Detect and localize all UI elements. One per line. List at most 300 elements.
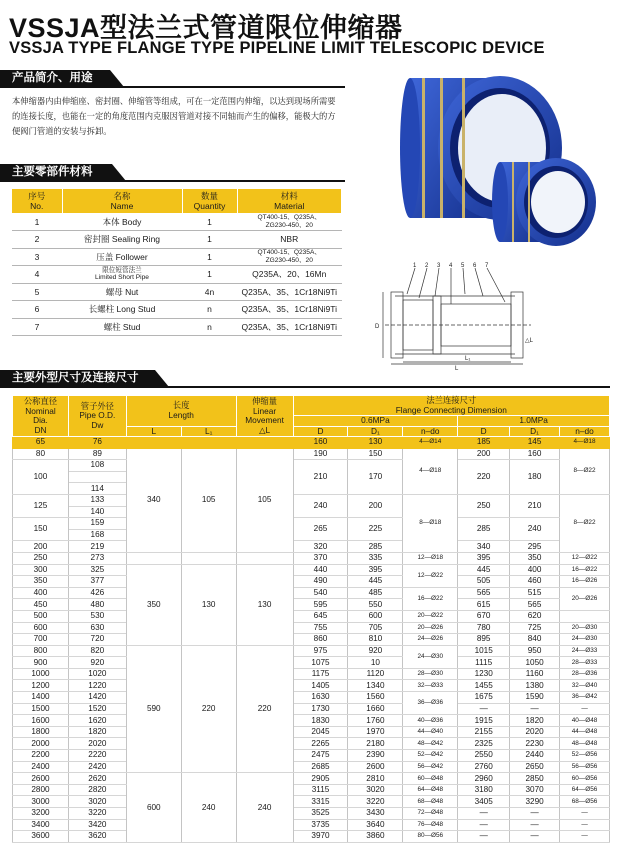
col-ndo: n–do (403, 426, 458, 437)
cell: 2230 (510, 738, 560, 750)
cell-line: ZG230-450、20 (265, 256, 313, 264)
cell: 2045 (293, 726, 348, 738)
table-row (12, 283, 342, 301)
cell: 1160 (510, 668, 560, 680)
cell: 52—Ø56 (560, 750, 610, 762)
cell: 595 (293, 599, 348, 611)
cell: 24—Ø30 (403, 645, 458, 668)
cell: 350 (510, 552, 560, 564)
table-row (13, 460, 610, 472)
cell: 2200 (13, 750, 69, 762)
cell: 3600 (13, 831, 69, 843)
page-title-en: VSSJA TYPE FLANGE TYPE PIPELINE LIMIT TELESCOPIC DEVICE (9, 39, 545, 57)
cell: 185 (458, 437, 510, 449)
col-pressure-06: 0.6MPa (293, 416, 458, 427)
col-D: D (458, 426, 510, 437)
header-label: Dw (91, 419, 104, 430)
cell: 600 (13, 622, 69, 634)
cell: NBR (237, 231, 342, 249)
cell: 1380 (510, 680, 560, 692)
cell: 320 (293, 541, 348, 553)
cell: 108 (68, 460, 126, 472)
cell: — (458, 831, 510, 843)
cell: 3860 (348, 831, 403, 843)
cell: 840 (510, 634, 560, 646)
cell: 1800 (13, 726, 69, 738)
cell: 16—Ø22 (560, 564, 610, 576)
cell: 3970 (293, 831, 348, 843)
cell: 240 (293, 494, 348, 517)
cell: 长螺柱 Long Stud (62, 301, 182, 319)
header-label: Length (168, 409, 194, 420)
cell: 20—Ø26 (403, 622, 458, 634)
product-photo (352, 66, 614, 264)
cell: 8—Ø22 (560, 448, 610, 494)
cell: 200 (458, 448, 510, 460)
cell: 2020 (510, 726, 560, 738)
cell: 2265 (293, 738, 348, 750)
header-label: Material (274, 201, 305, 211)
table-row (13, 576, 610, 588)
intro-paragraph: 本伸缩器内由伸缩座、密封圈、伸缩管等组成，可在一定范围内伸缩，以达到现场所需要的连接长度，也能在一定的角度范围内克服因管道对接不同轴而产生的偏移，能极大的方便阀门管道的安装与拆卸。 (12, 96, 336, 136)
cell: 32—Ø40 (560, 680, 610, 692)
cell: 64—Ø56 (560, 784, 610, 796)
cell: 2220 (68, 750, 126, 762)
cell (126, 552, 181, 564)
drawing-label: 6 (473, 263, 477, 269)
table-row (13, 761, 610, 773)
col-L: L (126, 426, 181, 437)
cell (126, 437, 181, 449)
cell: 550 (348, 599, 403, 611)
cell: 1050 (510, 657, 560, 669)
cell: 250 (458, 494, 510, 517)
col-dw (68, 396, 126, 437)
cell: 150 (348, 448, 403, 460)
col-D1: D₁ (348, 426, 403, 437)
cell: 1820 (68, 726, 126, 738)
cell: 3420 (68, 819, 126, 831)
cell: 60—Ø48 (403, 773, 458, 785)
col-material (237, 189, 342, 213)
table-row (13, 448, 610, 460)
cell: 28—Ø30 (403, 668, 458, 680)
cell: 60—Ø56 (560, 773, 610, 785)
cell-line: QT400-15、Q235A、 (257, 214, 321, 221)
cell: 3180 (458, 784, 510, 796)
cell: 600 (126, 773, 181, 843)
header-label: DN (34, 424, 47, 435)
cell: 3220 (348, 796, 403, 808)
col-qty (182, 189, 237, 213)
table-row (13, 680, 610, 692)
cell: 1 (182, 231, 237, 249)
cell: 1200 (13, 680, 69, 692)
cell: 645 (293, 610, 348, 622)
cell: 1000 (13, 668, 69, 680)
header-label: 长度 (172, 400, 190, 411)
cell: 4—Ø18 (403, 448, 458, 494)
cell: 89 (68, 448, 126, 460)
cell: 1630 (293, 692, 348, 704)
cell: 168 (68, 529, 126, 541)
header-label: 管子外径 (80, 400, 114, 411)
cell (560, 610, 610, 622)
cell: 3115 (293, 784, 348, 796)
cell: 3735 (293, 819, 348, 831)
table-row (13, 610, 610, 622)
cell: — (458, 703, 510, 715)
cell: 219 (68, 541, 126, 553)
cell: 12—Ø22 (403, 564, 458, 587)
cell: 130 (181, 564, 236, 645)
cell: 2960 (458, 773, 510, 785)
col-pressure-10: 1.0MPa (458, 416, 610, 427)
cell: 190 (293, 448, 348, 460)
cell: 2000 (13, 738, 69, 750)
cell: 159 (68, 518, 126, 530)
cell: n (182, 301, 237, 319)
cell: 76 (68, 437, 126, 449)
header-label: 材料 (280, 191, 298, 201)
cell: 24—Ø30 (560, 634, 610, 646)
table-row (13, 564, 610, 576)
col-D1: D₁ (510, 426, 560, 437)
cell: 3620 (68, 831, 126, 843)
cell (181, 437, 236, 449)
cell: 350 (126, 564, 181, 645)
cell: 2155 (458, 726, 510, 738)
cell: 1 (182, 266, 237, 284)
cell: 370 (293, 552, 348, 564)
table-row (13, 634, 610, 646)
cell: 44—Ø48 (560, 726, 610, 738)
cell: 615 (458, 599, 510, 611)
table-row (13, 726, 610, 738)
cell: 24—Ø33 (560, 645, 610, 657)
cell: 52—Ø42 (403, 750, 458, 762)
cell: 105 (181, 448, 236, 552)
cell: 36—Ø36 (403, 692, 458, 715)
header-label: Movement (245, 415, 284, 425)
col-name (62, 189, 182, 213)
cell: 1675 (458, 692, 510, 704)
cell: 2420 (68, 761, 126, 773)
cell: 3315 (293, 796, 348, 808)
cell: 114 (68, 483, 126, 495)
cell: 285 (458, 518, 510, 541)
cell: 2180 (348, 738, 403, 750)
cell: 975 (293, 645, 348, 657)
cell: 490 (293, 576, 348, 588)
drawing-label: L (455, 366, 459, 372)
header-row (13, 396, 610, 416)
cell: 350 (13, 576, 69, 588)
header-label: 公称直径 (23, 396, 58, 406)
cell: 1420 (68, 692, 126, 704)
header-label: 伸缩量 (252, 396, 278, 406)
header-label: Quantity (193, 201, 226, 211)
cell: 3640 (348, 819, 403, 831)
page-title-cn: VSSJA型法兰式管道限位伸缩器 (9, 13, 403, 43)
header-label: Flange Connecting Dimension (395, 404, 507, 415)
cell: 160 (510, 448, 560, 460)
cell: 螺母 Nut (62, 283, 182, 301)
cell: 200 (13, 541, 69, 553)
col-movement (236, 396, 293, 437)
cell: 20—Ø22 (403, 610, 458, 622)
cell: 1230 (458, 668, 510, 680)
cell: — (458, 819, 510, 831)
table-row (12, 213, 342, 231)
cell: 1500 (13, 703, 69, 715)
cell: 2650 (510, 761, 560, 773)
cell: 3020 (348, 784, 403, 796)
dimensions-body (13, 437, 610, 843)
col-L1: L₁ (181, 426, 236, 437)
cell: 1970 (348, 726, 403, 738)
cell: 340 (458, 541, 510, 553)
cell: 本体 Body (62, 213, 182, 231)
cell: 565 (510, 599, 560, 611)
cell: 1015 (458, 645, 510, 657)
cell: 720 (68, 634, 126, 646)
header-label: Name (110, 201, 134, 211)
cell: 125 (13, 494, 69, 517)
cell: 105 (236, 448, 293, 552)
cell: 1115 (458, 657, 510, 669)
cell: 240 (510, 518, 560, 541)
cell: 72—Ø48 (403, 808, 458, 820)
cell: 56—Ø42 (403, 761, 458, 773)
cell: 3220 (68, 808, 126, 820)
table-row (13, 645, 610, 657)
cell: 6 (12, 301, 62, 319)
cell: 2 (12, 231, 62, 249)
cell: 133 (68, 494, 126, 506)
cell: 895 (458, 634, 510, 646)
cell: 170 (348, 460, 403, 495)
drawing-label: 5 (461, 263, 465, 269)
cell: 800 (13, 645, 69, 657)
cell: 145 (510, 437, 560, 449)
cell: Q235A、35、1Cr18Ni9Ti (237, 318, 342, 336)
drawing-label: D (375, 324, 380, 330)
parts-header-row (12, 189, 342, 213)
cell: 1830 (293, 715, 348, 727)
cell: 920 (348, 645, 403, 657)
col-flange (293, 396, 609, 416)
cell: 1760 (348, 715, 403, 727)
cell: 820 (68, 645, 126, 657)
cell: — (560, 703, 610, 715)
cell: 密封圈 Sealing Ring (62, 231, 182, 249)
cell: 65 (13, 437, 69, 449)
table-row (12, 231, 342, 249)
table-row (13, 599, 610, 611)
cell: 2905 (293, 773, 348, 785)
cell: 920 (68, 657, 126, 669)
cell: 1 (12, 213, 62, 231)
cell: 450 (13, 599, 69, 611)
table-row (13, 494, 610, 506)
cell: 2390 (348, 750, 403, 762)
cell: 2685 (293, 761, 348, 773)
cell: 515 (510, 587, 560, 599)
header-label: 法兰连接尺寸 (426, 395, 477, 405)
cell: 28—Ø33 (560, 657, 610, 669)
cell: 1 (182, 213, 237, 231)
section-heading-intro: 产品简介、用途 (0, 70, 110, 87)
cell: 8—Ø22 (560, 494, 610, 552)
cell: 460 (510, 576, 560, 588)
cell: 210 (510, 494, 560, 517)
cell: 螺柱 Stud (62, 318, 182, 336)
table-row (13, 692, 610, 704)
table-row (13, 738, 610, 750)
cell: 2850 (510, 773, 560, 785)
cell: 250 (13, 552, 69, 564)
cell: 565 (458, 587, 510, 599)
cell: 76—Ø48 (403, 819, 458, 831)
drawing-label: 2 (425, 263, 429, 269)
header-label: 数量 (200, 191, 218, 201)
table-row (13, 831, 610, 843)
cell (62, 266, 182, 284)
cell: 1 (182, 248, 237, 266)
cell: 3020 (68, 796, 126, 808)
cell: 220 (458, 460, 510, 495)
cell: 80—Ø56 (403, 831, 458, 843)
cell: 377 (68, 576, 126, 588)
table-row (13, 541, 610, 553)
small-device-image (492, 158, 596, 246)
cell: 4n (182, 283, 237, 301)
header-label: 名称 (113, 191, 131, 201)
cell: 32—Ø33 (403, 680, 458, 692)
header-label: Linear (253, 405, 277, 416)
cell: 3400 (13, 819, 69, 831)
table-row (13, 819, 610, 831)
table-row (12, 248, 342, 266)
cell: 2440 (510, 750, 560, 762)
cell: 480 (68, 599, 126, 611)
cell: 12—Ø22 (560, 552, 610, 564)
header-label: Pipe O.D. (79, 410, 116, 421)
cell-line: 限位短管法兰 (102, 266, 142, 274)
parts-table (12, 189, 342, 336)
cell: 400 (510, 564, 560, 576)
table-row (13, 703, 610, 715)
cell: 1730 (293, 703, 348, 715)
cell: 1400 (13, 692, 69, 704)
cell (236, 437, 293, 449)
cell (237, 248, 342, 266)
cell: 540 (293, 587, 348, 599)
cell: 500 (13, 610, 69, 622)
cell: 620 (510, 610, 560, 622)
cell: 68—Ø56 (560, 796, 610, 808)
cell: 20—Ø30 (560, 622, 610, 634)
cell (68, 471, 126, 483)
cell: 3525 (293, 808, 348, 820)
cell: 7 (12, 318, 62, 336)
cell: — (510, 819, 560, 831)
cell: 4—Ø18 (560, 437, 610, 449)
header-label: Dia. (33, 415, 48, 425)
cell (181, 552, 236, 564)
cell: 273 (68, 552, 126, 564)
table-row (13, 668, 610, 680)
cell: 300 (13, 564, 69, 576)
cell: 335 (348, 552, 403, 564)
cell: 48—Ø42 (403, 738, 458, 750)
cell: 445 (348, 576, 403, 588)
cell: Q235A、35、1Cr18Ni9Ti (237, 301, 342, 319)
cell: Q235A、20、16Mn (237, 266, 342, 284)
cell: 24—Ø26 (403, 634, 458, 646)
cell: 426 (68, 587, 126, 599)
cell: 3405 (458, 796, 510, 808)
table-row (13, 773, 610, 785)
table-row (13, 657, 610, 669)
table-row (13, 518, 610, 530)
cell: 40—Ø48 (560, 715, 610, 727)
table-row (13, 796, 610, 808)
col-no (12, 189, 62, 213)
cell: 445 (458, 564, 510, 576)
cell: Q235A、35、1Cr18Ni9Ti (237, 283, 342, 301)
col-D: D (293, 426, 348, 437)
cell: 755 (293, 622, 348, 634)
cell: 16—Ø26 (560, 576, 610, 588)
cell: 140 (68, 506, 126, 518)
cell: 1075 (293, 657, 348, 669)
section-heading-dims: 主要外型尺寸及连接尺寸 (0, 370, 155, 387)
cell: 1340 (348, 680, 403, 692)
cell: 8—Ø18 (403, 494, 458, 552)
cell: — (510, 703, 560, 715)
cell: 2400 (13, 761, 69, 773)
table-row (13, 715, 610, 727)
cell: 240 (181, 773, 236, 843)
cell: 2800 (13, 784, 69, 796)
cell: 1590 (510, 692, 560, 704)
header-label: Nominal (25, 405, 56, 416)
cell: 2760 (458, 761, 510, 773)
cell: 220 (181, 645, 236, 773)
cell: 2820 (68, 784, 126, 796)
cell: 1020 (68, 668, 126, 680)
cell: 1175 (293, 668, 348, 680)
cell: 2810 (348, 773, 403, 785)
header-label: △L (259, 424, 271, 435)
table-row (13, 784, 610, 796)
table-row (13, 552, 610, 564)
cell: 40—Ø36 (403, 715, 458, 727)
cell: 5 (12, 283, 62, 301)
cell: — (560, 819, 610, 831)
cell: 950 (510, 645, 560, 657)
cell: 80 (13, 448, 69, 460)
cell: 2620 (68, 773, 126, 785)
header-label: 序号 (28, 191, 46, 201)
cell: 150 (13, 518, 69, 541)
cell: 200 (348, 494, 403, 517)
cell: 28—Ø36 (560, 668, 610, 680)
cell: 3200 (13, 808, 69, 820)
cell: 485 (348, 587, 403, 599)
